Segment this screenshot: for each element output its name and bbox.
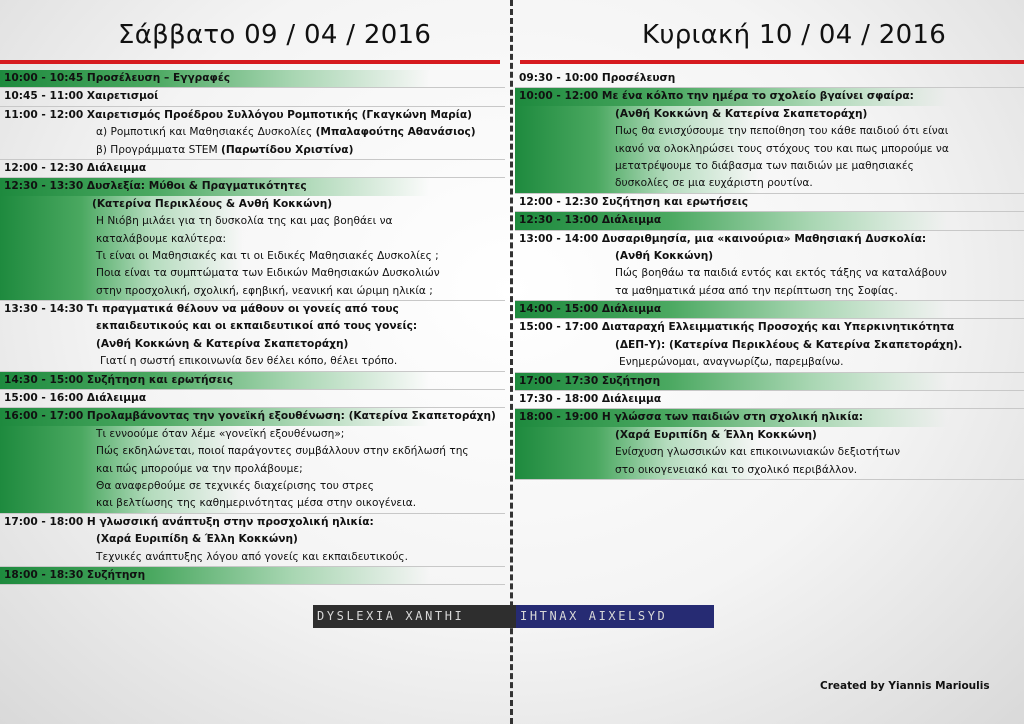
line-text: δυσκολίες σε μια ευχάριστη ρουτίνα. xyxy=(615,177,813,190)
session-detail xyxy=(515,283,1024,300)
line-text: Ποια είναι τα συμπτώματα των Ειδικών Μαθησιακών Δυσκολιών xyxy=(96,267,440,280)
schedule-saturday xyxy=(0,70,505,585)
session-heading xyxy=(515,391,1024,408)
line-text: (Χαρά Ευριπίδη & Έλλη Κοκκώνη) xyxy=(96,533,298,546)
line-text: τα μαθηματικά μέσα από την περίπτωση της Σοφίας. xyxy=(615,284,898,297)
schedule-block xyxy=(0,301,505,372)
schedule-sunday xyxy=(515,70,1024,480)
line-text: (ΔΕΠ-Υ): (Κατερίνα Περικλέους & Κατερίνα Σκαπετοράχη). xyxy=(615,338,963,351)
line-text: στην προσχολική, σχολική, εφηβική, νεανική και ώριμη ηλικία ; xyxy=(96,284,433,297)
session-detail xyxy=(0,443,505,460)
session-detail xyxy=(515,141,1024,158)
schedule-block xyxy=(515,391,1024,409)
session-heading xyxy=(515,194,1024,211)
session-detail xyxy=(515,354,1024,371)
dyslexia-xanthi-badge xyxy=(313,605,714,628)
line-text: ικανό να ολοκληρώσει τους στόχους του και πως μπορούμε να xyxy=(615,142,949,155)
session-heading xyxy=(515,88,1024,105)
line-text: 10:00 - 12:00 Με ένα κόλπο την ημέρα το σχολείο βγαίνει σφαίρα: xyxy=(519,90,914,103)
schedule-block xyxy=(515,70,1024,88)
day-title-sunday: Κυριακή 10 / 04 / 2016 xyxy=(642,20,947,50)
line-text: β) Προγράμματα STEM xyxy=(96,143,221,156)
line-text: Πώς βοηθάω τα παιδιά εντός και εκτός τάξης να καταλάβουν xyxy=(615,267,947,280)
session-detail xyxy=(0,478,505,495)
line-text: και βελτίωσης της καθημερινότητας μέσα στην οικογένεια. xyxy=(96,497,417,510)
session-heading xyxy=(0,372,505,389)
line-text: Τεχνικές ανάπτυξης λόγου από γονείς και εκπαιδευτικούς. xyxy=(96,550,408,563)
schedule-block xyxy=(0,160,505,178)
line-text: 17:30 - 18:00 Διάλειμμα xyxy=(519,393,662,406)
session-detail xyxy=(0,461,505,478)
schedule-block xyxy=(0,408,505,513)
line-text: 12:00 - 12:30 Συζήτηση και ερωτήσεις xyxy=(519,195,749,208)
line-text: (Ανθή Κοκκώνη) xyxy=(615,249,714,262)
session-detail xyxy=(515,106,1024,123)
session-heading xyxy=(515,301,1024,318)
session-detail xyxy=(515,337,1024,354)
schedule-block xyxy=(0,107,505,160)
schedule-block xyxy=(515,212,1024,230)
schedule-block xyxy=(0,70,505,88)
line-text: Γιατί η σωστή επικοινωνία δεν θέλει κόπο, θέλει τρόπο. xyxy=(100,355,398,368)
line-text: Τι είναι οι Μαθησιακές και τι οι Ειδικές Μαθησιακές Δυσκολίες ; xyxy=(96,249,439,262)
line-text: 18:00 - 19:00 Η γλώσσα των παιδιών στη σχολική ηλικία: xyxy=(519,411,863,424)
line-text: (Ανθή Κοκκώνη & Κατερίνα Σκαπετοράχη) xyxy=(96,337,349,350)
session-heading xyxy=(0,514,505,531)
line-text: 14:30 - 15:00 Συζήτηση και ερωτήσεις xyxy=(4,373,234,386)
schedule-block xyxy=(515,301,1024,319)
schedule-block xyxy=(0,390,505,408)
schedule-block xyxy=(0,372,505,390)
schedule-block xyxy=(515,88,1024,193)
badge-text-left: DYSLEXIA XANTHI xyxy=(313,605,516,628)
session-detail xyxy=(0,265,505,282)
schedule-block xyxy=(515,231,1024,302)
session-heading xyxy=(0,160,505,177)
session-detail xyxy=(0,495,505,512)
line-text: Τι εννοούμε όταν λέμε «γονεϊκή εξουθένωση»; xyxy=(96,427,345,440)
schedule-block xyxy=(515,373,1024,391)
session-detail xyxy=(515,175,1024,192)
schedule-block xyxy=(0,514,505,567)
line-text: 15:00 - 16:00 Διάλειμμα xyxy=(4,392,147,405)
session-heading xyxy=(515,212,1024,229)
line-text: 13:00 - 14:00 Δυσαριθμησία, μια «καινούρια» Μαθησιακή Δυσκολία: xyxy=(519,232,927,245)
line-text: καταλάβουμε καλύτερα: xyxy=(96,232,227,245)
schedule-block xyxy=(0,567,505,585)
line-text: στο οικογενειακό και το σχολικό περιβάλλον. xyxy=(615,463,858,476)
session-detail xyxy=(0,196,505,213)
session-heading xyxy=(0,567,505,584)
line-text: 10:45 - 11:00 Χαιρετισμοί xyxy=(4,90,159,103)
line-text: 18:00 - 18:30 Συζήτηση xyxy=(4,568,146,581)
line-text: εκπαιδευτικούς και οι εκπαιδευτικοί από τους γονείς: xyxy=(96,320,418,333)
line-text: (Χαρά Ευριπίδη & Έλλη Κοκκώνη) xyxy=(615,428,817,441)
session-detail xyxy=(0,549,505,566)
session-detail xyxy=(0,318,505,335)
session-detail xyxy=(515,158,1024,175)
session-detail xyxy=(515,427,1024,444)
line-text: Πως θα ενισχύσουμε την πεποίθηση του κάθε παιδιού ότι είναι xyxy=(615,125,949,138)
schedule-block xyxy=(0,178,505,301)
line-text: Ενημερώνομαι, αναγνωρίζω, παρεμβαίνω. xyxy=(619,356,844,369)
line-text: 12:30 - 13:30 Δυσλεξία: Μύθοι & Πραγματικότητες xyxy=(4,180,307,193)
line-text: 16:00 - 17:00 Προλαμβάνοντας την γονεϊκή εξουθένωση: (Κατερίνα Σκαπετοράχη) xyxy=(4,410,496,423)
line-text: (Κατερίνα Περικλέους & Ανθή Κοκκώνη) xyxy=(92,197,333,210)
session-detail xyxy=(0,283,505,300)
line-text: 12:00 - 12:30 Διάλειμμα xyxy=(4,161,147,174)
speaker-name: (Μπαλαφούτης Αθανάσιος) xyxy=(315,126,476,139)
line-text: 14:00 - 15:00 Διάλειμμα xyxy=(519,303,662,316)
session-heading xyxy=(515,319,1024,336)
session-detail xyxy=(0,213,505,230)
line-text: 13:30 - 14:30 Τι πραγματικά θέλουν να μάθουν οι γονείς από τους xyxy=(4,303,399,316)
session-detail xyxy=(0,531,505,548)
line-text: (Ανθή Κοκκώνη & Κατερίνα Σκαπετοράχη) xyxy=(615,107,868,120)
session-detail xyxy=(0,336,505,353)
line-text: 11:00 - 12:00 Χαιρετισμός Προέδρου Συλλόγου Ρομποτικής (Γκαγκώνη Μαρία) xyxy=(4,108,473,121)
line-text: και πώς μπορούμε να την προλάβουμε; xyxy=(96,462,303,475)
line-text: μετατρέψουμε το διάβασμα των παιδιών με μαθησιακές xyxy=(615,159,914,172)
session-heading xyxy=(0,390,505,407)
red-rule-left xyxy=(0,60,500,64)
line-text: α) Ρομποτική και Μαθησιακές Δυσκολίες xyxy=(96,126,316,139)
line-text: 10:00 - 10:45 Προσέλευση – Εγγραφές xyxy=(4,72,230,84)
session-detail xyxy=(515,248,1024,265)
line-text: Θα αναφερθούμε σε τεχνικές διαχείρισης του στρες xyxy=(96,479,374,492)
session-heading xyxy=(515,70,1024,87)
line-text: Η Νιόβη μιλάει για τη δυσκολία της και μας βοηθάει να xyxy=(96,215,393,228)
session-heading xyxy=(0,408,505,425)
badge-text-right: IHTNAX AIXELSYD xyxy=(516,605,714,628)
session-heading xyxy=(515,231,1024,248)
schedule-block xyxy=(0,88,505,106)
line-text: Ενίσχυση γλωσσικών και επικοινωνιακών δεξιοτήτων xyxy=(615,446,901,459)
session-heading xyxy=(0,301,505,318)
session-detail xyxy=(0,353,505,370)
schedule-block xyxy=(515,194,1024,212)
line-text: 09:30 - 10:00 Προσέλευση xyxy=(519,72,676,84)
session-detail xyxy=(515,265,1024,282)
session-heading xyxy=(0,70,505,87)
session-detail xyxy=(0,124,505,141)
session-detail xyxy=(515,462,1024,479)
session-detail xyxy=(0,142,505,159)
day-title-saturday: Σάββατο 09 / 04 / 2016 xyxy=(118,20,432,50)
session-heading xyxy=(0,178,505,195)
session-detail xyxy=(0,426,505,443)
schedule-block xyxy=(515,409,1024,480)
session-heading xyxy=(0,88,505,105)
line-text: 17:00 - 17:30 Συζήτηση xyxy=(519,374,661,387)
schedule-block xyxy=(515,319,1024,372)
line-text: 12:30 - 13:00 Διάλειμμα xyxy=(519,214,662,227)
session-heading xyxy=(0,107,505,124)
session-heading xyxy=(515,373,1024,390)
credit-text: Created by Yiannis Marioulis xyxy=(820,680,990,692)
line-text: 15:00 - 17:00 Διαταραχή Ελλειμματικής Προσοχής και Υπερκινητικότητα xyxy=(519,321,955,334)
session-detail xyxy=(515,123,1024,140)
session-heading xyxy=(515,409,1024,426)
session-detail xyxy=(0,248,505,265)
session-detail xyxy=(515,444,1024,461)
red-rule-right xyxy=(520,60,1024,64)
line-text: Πώς εκδηλώνεται, ποιοί παράγοντες συμβάλλουν στην εκδήλωσή της xyxy=(96,445,469,458)
speaker-name: (Παρωτίδου Χριστίνα) xyxy=(221,143,354,156)
line-text: 17:00 - 18:00 Η γλωσσική ανάπτυξη στην προσχολική ηλικία: xyxy=(4,515,374,528)
session-detail xyxy=(0,231,505,248)
